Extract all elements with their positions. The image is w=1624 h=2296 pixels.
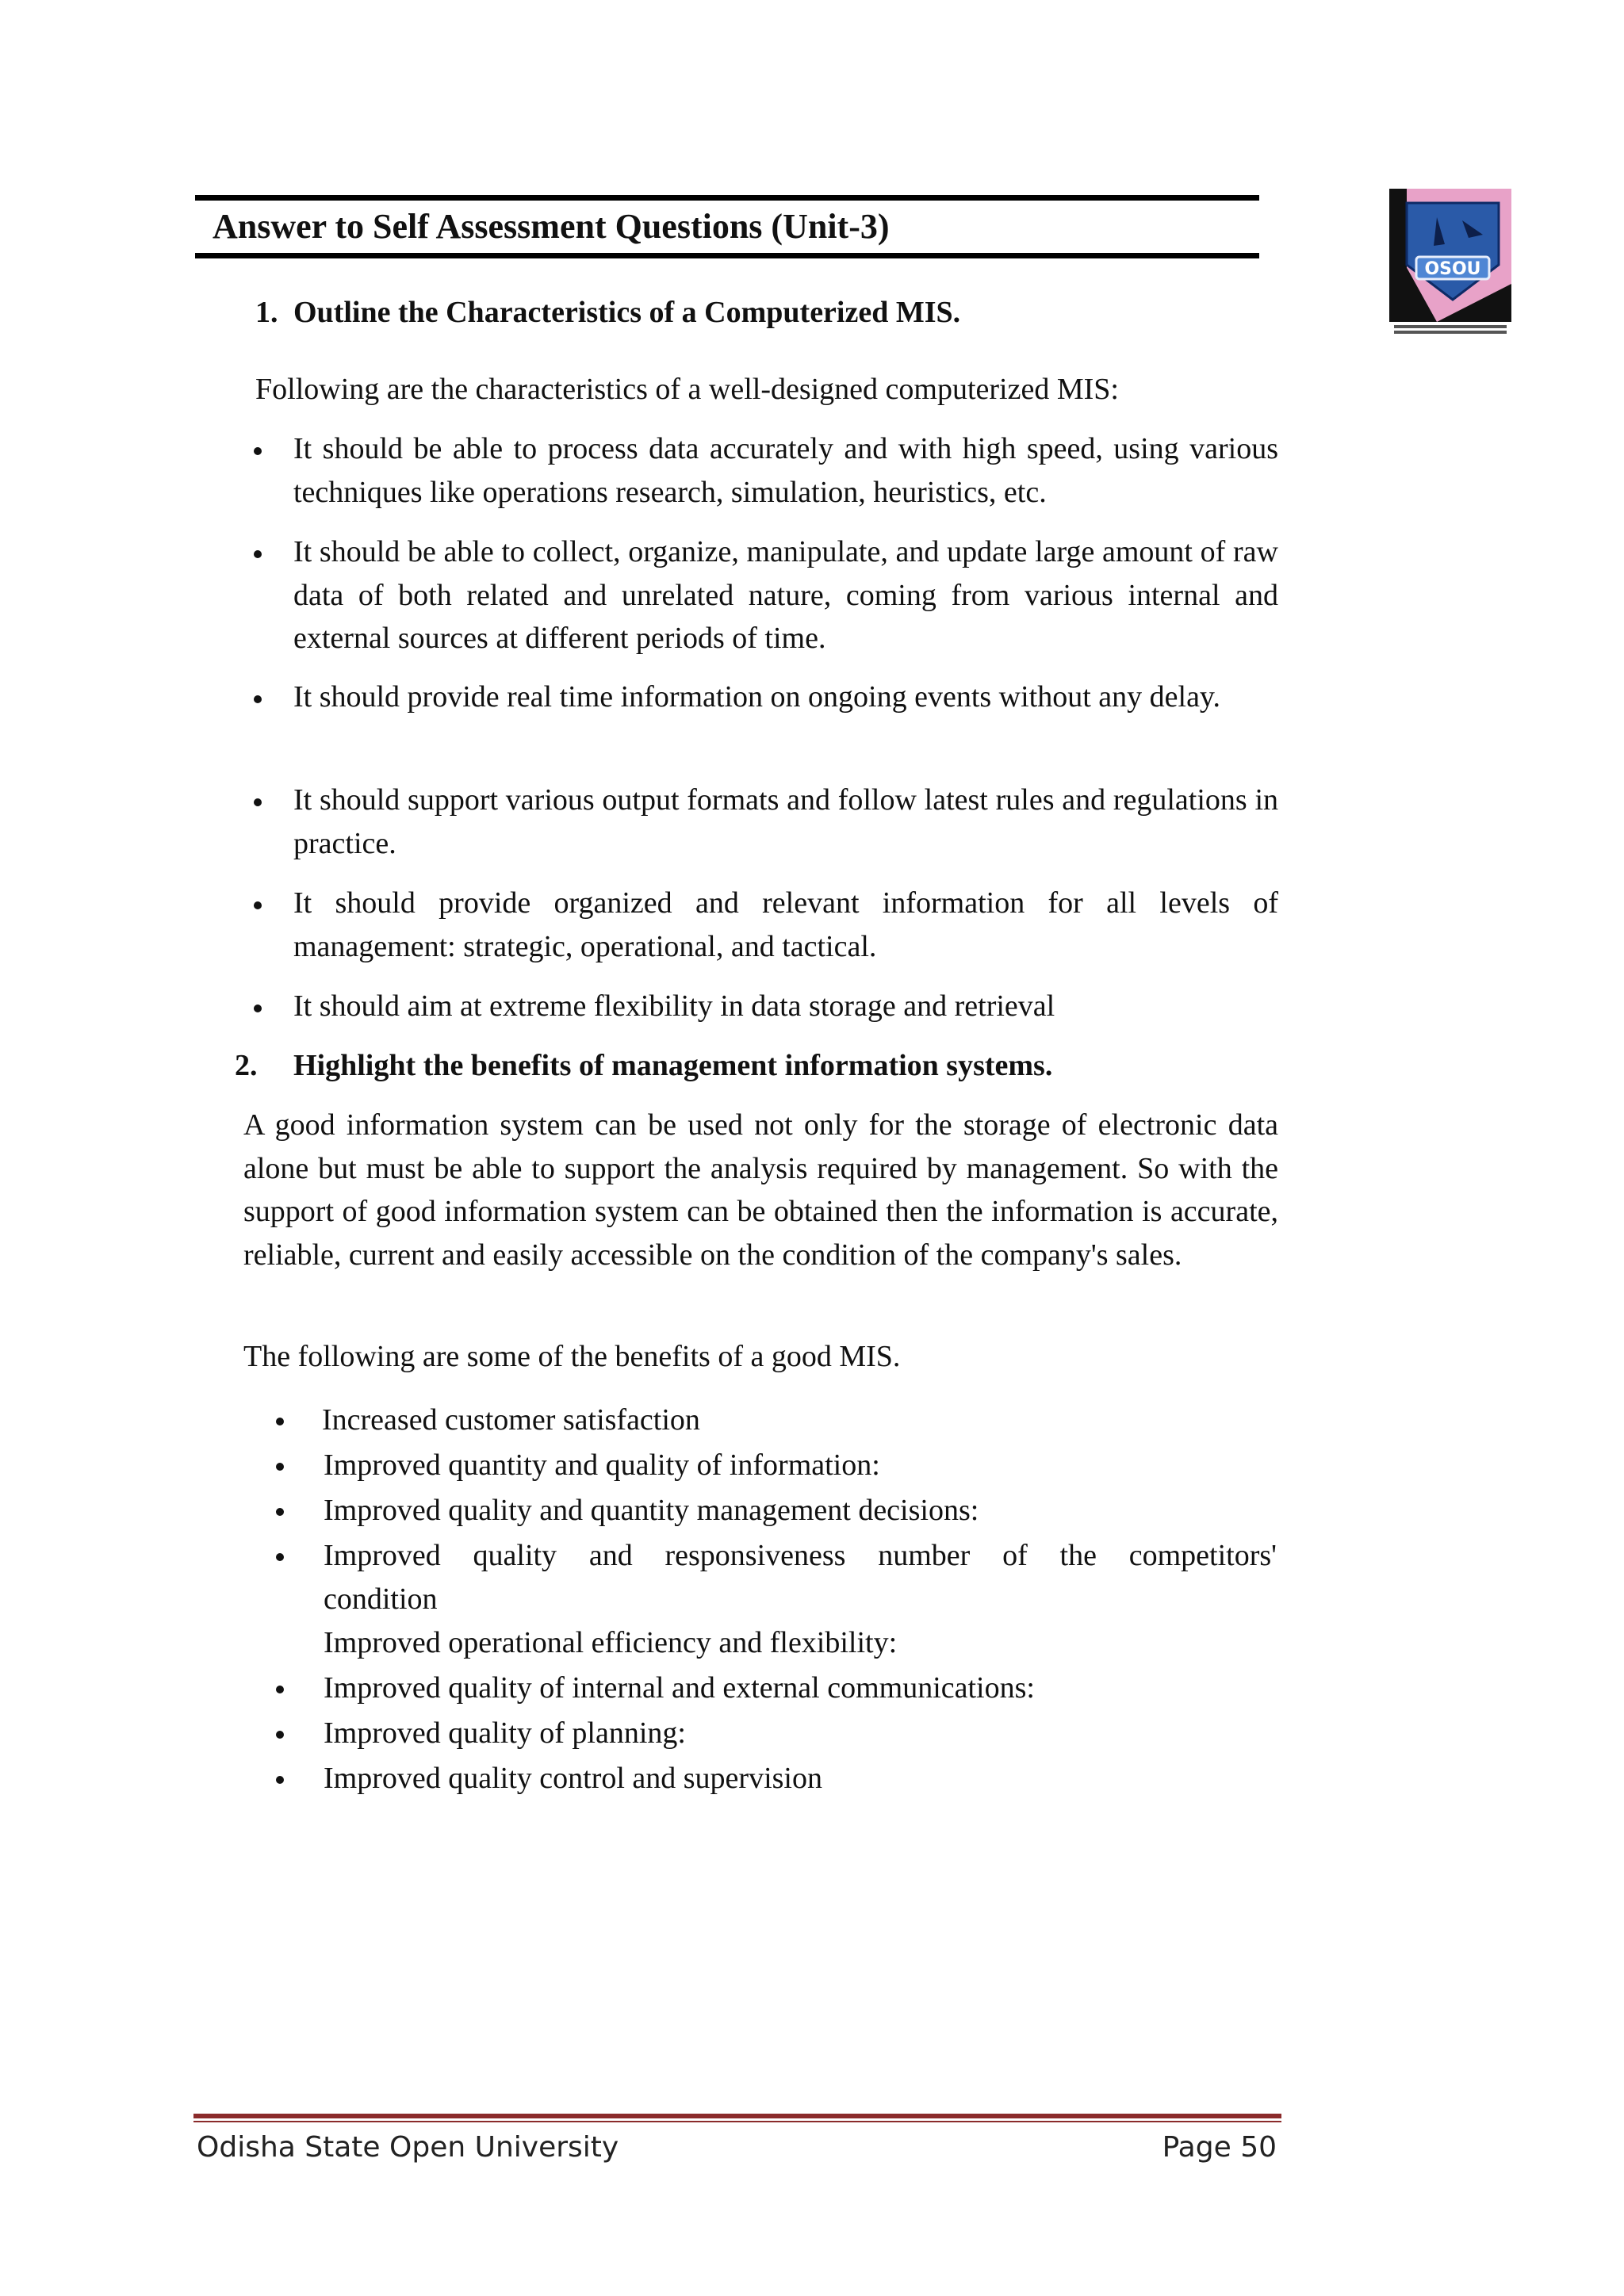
bullet-dot	[254, 695, 262, 703]
list-item-text: It should aim at extreme flexibility in data storage and retrieval	[293, 989, 1055, 1023]
list-item-text: Improved quality of planning:	[324, 1716, 686, 1750]
bullet-dot	[254, 550, 262, 558]
bullet-dot	[254, 901, 262, 909]
bullet-dot	[254, 447, 262, 455]
question-2-title: Highlight the benefits of management information systems.	[293, 1049, 1053, 1082]
header-top-rule	[195, 195, 1259, 201]
list-item-text: Improved quality and quantity management decisions:	[324, 1494, 979, 1527]
question-2-paragraph: A good information system can be used not only for the storage of electronic data alone but must be able to support the analysis required by management. So with the support of good information system can be obtained then the information is accurate, reliable, current and easily accessible on the condition of the company's sales.	[243, 1108, 1278, 1272]
list-item-text: condition	[324, 1582, 438, 1616]
question-2-intro: The following are some of the benefits of a good MIS.	[243, 1340, 901, 1373]
bullet-dot	[276, 1418, 284, 1425]
list-item-text: It should provide real time information on ongoing events without any delay.	[293, 680, 1220, 714]
bullet-dot	[276, 1553, 284, 1561]
footer-page-number: Page 50	[1162, 2131, 1277, 2164]
bullet-dot	[276, 1686, 284, 1693]
question-1-title: Outline the Characteristics of a Computerized MIS.	[293, 296, 961, 329]
footer-university: Odisha State Open University	[197, 2131, 619, 2164]
header-bottom-rule	[195, 253, 1259, 258]
list-item-text: Improved quantity and quality of information:	[324, 1448, 880, 1482]
list-item-text: Improved quality and responsiveness number of the competitors'	[324, 1539, 1277, 1572]
bullet-dot	[254, 1004, 262, 1012]
list-item-text: Improved operational efficiency and flexibility:	[324, 1626, 898, 1659]
footer-rule	[193, 2114, 1281, 2118]
question-1-intro: Following are the characteristics of a well-designed computerized MIS:	[255, 373, 1119, 406]
bullet-dot	[276, 1463, 284, 1471]
bullet-dot	[276, 1731, 284, 1739]
logo-text: OSOU	[1424, 259, 1481, 279]
list-item-text: It should provide organized and relevant information for all levels of management: strategic, operational, and tactical.	[293, 886, 1278, 963]
bullet-dot	[276, 1508, 284, 1516]
footer-rule-thin	[193, 2121, 1281, 2122]
question-1-number: 1.	[255, 296, 278, 329]
question-2-number: 2.	[235, 1049, 258, 1082]
page-title: Answer to Self Assessment Questions (Unit-3)	[213, 207, 890, 246]
list-item-text: Improved quality control and supervision	[324, 1762, 822, 1795]
list-item-text: Increased customer satisfaction	[322, 1403, 700, 1437]
list-item-text: It should be able to collect, organize, manipulate, and update large amount of raw data of both related and unrelated nature, coming from various internal and external sources at different periods of time.	[293, 535, 1278, 655]
list-item-text: It should support various output formats and follow latest rules and regulations in practice.	[293, 783, 1278, 860]
list-item-text: Improved quality of internal and external communications:	[324, 1671, 1035, 1705]
list-item-text: It should be able to process data accurately and with high speed, using various techniques like operations research, simulation, heuristics, etc.	[293, 432, 1278, 509]
bullet-dot	[254, 798, 262, 806]
university-logo	[1389, 189, 1511, 336]
bullet-dot	[276, 1776, 284, 1784]
